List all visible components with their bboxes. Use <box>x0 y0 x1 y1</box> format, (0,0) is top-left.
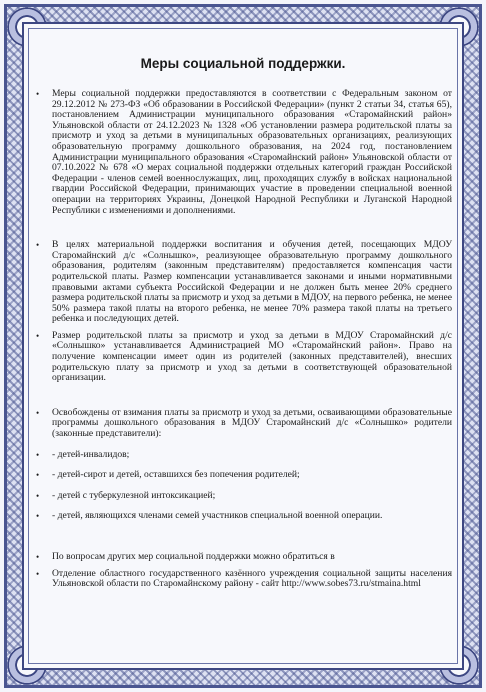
list-item <box>34 408 452 440</box>
list-item <box>34 331 452 384</box>
list-item <box>34 470 452 481</box>
list-item-text: Освобождены от взимания платы за присмотр и уход за детьми, осваивающими образовательные программы дошкольного образования в МДОУ Старомайнский д/с «Солнышко» родители (законные представители): <box>52 406 452 440</box>
document-body <box>34 40 452 660</box>
list-item-text: Отделение областного государственного казённого учреждения социальной защиты населения Ульяновской области по Старомайнскому району - сайт http://www.sobes73.ru/stmaina.html <box>52 567 452 590</box>
list-item <box>34 89 452 216</box>
bullet-icon: • <box>36 449 40 460</box>
list-item <box>34 552 452 563</box>
list-item-text: Меры социальной поддержки предоставляются в соответствии с Федеральным законом от 29.12.2012 № 273-ФЗ «Об образовании в Российской Федерации» (пункт 2 статьи 34, статья 65), постановлением Администрации муниципального образования «Старомайнский район» Ульяновской области от 24.12.2023 № 1328 «Об установлении размера родительской платы за присмотр и уход за детьми в муниципальных образовательных организациях, реализующих образовательную программу дошкольного образования, на 2024 год, постановлением Администрации муниципального образования «Старомайнский район» Ульяновской области от 07.10.2022 № 678 «О мерах социальной поддержки отдельных категорий граждан Российской Федерации - членов семей военнослужащих, лиц, проходящих службу в войсках национальной гвардии Российской Федерации, принимающих участие в проведении специальной военной операции на территориях Украины, Донецкой Народной Республики и Луганской Народной Республики с изменениями и дополнениями. <box>52 88 452 216</box>
list-item <box>34 511 452 522</box>
list-item <box>34 240 452 325</box>
bullet-icon: • <box>36 240 40 251</box>
list-item-text: Размер родительской платы за присмотр и уход за детьми в МДОУ Старомайнский д/с «Солнышко» устанавливается Администрацией МО «Старомайнский район». Право на получение компенсации имеет один из родителей (законных представителей), внесших родительскую плату за присмотр и уход за детьми в соответствующей образовательной организации. <box>52 329 452 384</box>
bullet-icon: • <box>36 407 40 418</box>
bullet-icon: • <box>36 552 40 562</box>
bullet-icon: • <box>36 470 40 481</box>
list-item <box>34 491 452 502</box>
list-item-text: - детей с туберкулезной интоксикацией; <box>52 489 216 501</box>
bullet-icon: • <box>36 330 40 341</box>
bullet-icon: • <box>36 511 40 522</box>
list-item-text: - детей-инвалидов; <box>52 448 130 460</box>
measures-list <box>34 89 452 590</box>
list-item-text: - детей, являющихся членами семей участников специальной военной операции. <box>52 510 383 522</box>
list-item-text: По вопросам других мер социальной поддержки можно обратиться в <box>52 551 335 562</box>
bullet-icon: • <box>36 490 40 501</box>
bullet-icon: • <box>36 568 40 579</box>
list-item-text: В целях материальной поддержки воспитания и обучения детей, посещающих МДОУ Старомайнский д/с «Солнышко», реализующее образовательную программу дошкольного образования, родителям (законным представителям) предоставляется компенсация части родительской платы. Размер компенсации устанавливается законами и иными нормативными правовыми актами субъекта Российской Федерации и не должен быть менее 20% среднего размера родительской платы за присмотр и уход за детьми в МДОУ, на первого ребенка, не менее 50% размера такой платы на второго ребенка, не менее 70% размера такой платы на третьего ребенка и последующих детей. <box>52 239 452 325</box>
page-title: Меры социальной поддержки. <box>140 56 346 71</box>
list-item <box>34 569 452 590</box>
list-item <box>34 450 452 461</box>
bullet-icon: • <box>36 89 40 99</box>
list-item-text: - детей-сирот и детей, оставшихся без попечения родителей; <box>52 469 300 481</box>
